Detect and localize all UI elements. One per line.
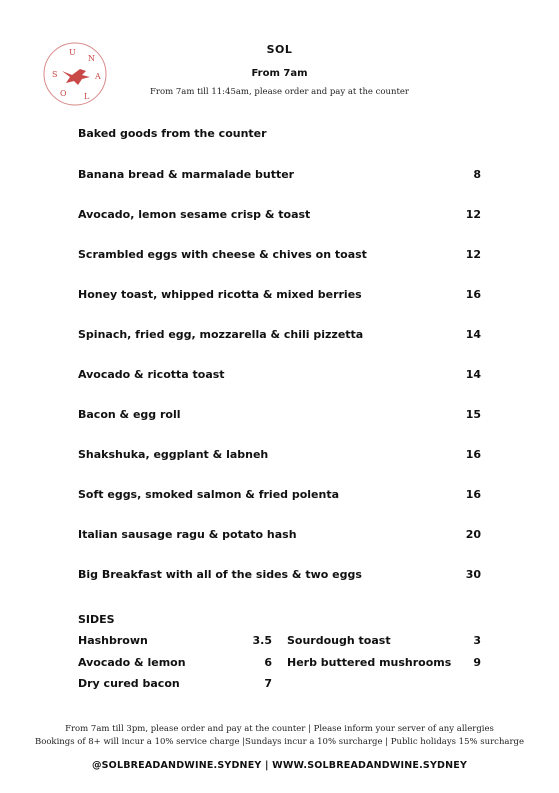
menu-item-name: Big Breakfast with all of the sides & two eggs (78, 568, 362, 581)
menu-item (78, 568, 481, 584)
side-item-price: 9 (473, 656, 481, 669)
logo-letter: N (88, 54, 95, 63)
menu-item-name: Shakshuka, eggplant & labneh (78, 448, 269, 461)
section-heading: Baked goods from the counter (78, 127, 267, 140)
menu-item-price: 20 (465, 528, 481, 541)
side-item (287, 656, 481, 672)
menu-item (78, 328, 481, 344)
menu-item-price: 16 (465, 448, 481, 461)
menu-item-price: 15 (465, 408, 481, 421)
side-item (287, 634, 481, 650)
menu-item-name: Banana bread & marmalade butter (78, 168, 295, 181)
page-subtitle: From 7am (251, 68, 308, 79)
footer-note: From 7am till 3pm, please order and pay at the counter | Please inform your server of any allergies (65, 724, 494, 734)
side-item-name: Dry cured bacon (78, 677, 180, 690)
logo-letter: U (69, 48, 76, 57)
social-links: @SOLBREADANDWINE.SYDNEY | WWW.SOLBREADANDWINE.SYDNEY (91, 760, 468, 771)
menu-item-name: Avocado & ricotta toast (78, 368, 225, 381)
side-item-name: Sourdough toast (287, 634, 391, 647)
side-item-price: 3 (473, 634, 481, 647)
logo-letter: L (84, 92, 90, 101)
menu-item (78, 528, 481, 544)
menu-item-name: Avocado, lemon sesame crisp & toast (78, 208, 311, 221)
side-item-name: Avocado & lemon (78, 656, 186, 669)
menu-item (78, 208, 481, 224)
menu-item-name: Spinach, fried egg, mozzarella & chili pizzetta (78, 328, 364, 341)
order-note: From 7am till 11:45am, please order and pay at the counter (150, 87, 409, 97)
logo-letter: S (52, 70, 58, 79)
menu-item-price: 30 (465, 568, 481, 581)
menu-item-price: 12 (465, 248, 481, 261)
side-item-price: 7 (264, 677, 272, 690)
menu-item-price: 8 (473, 168, 481, 181)
menu-item (78, 448, 481, 464)
menu-item-name: Soft eggs, smoked salmon & fried polenta (78, 488, 340, 501)
menu-item-name: Honey toast, whipped ricotta & mixed berries (78, 288, 362, 301)
sides-heading: SIDES (78, 613, 115, 626)
page-title: SOL (266, 43, 293, 56)
side-item (78, 656, 272, 672)
side-item (78, 634, 272, 650)
menu-item-name: Bacon & egg roll (78, 408, 181, 421)
menu-item (78, 368, 481, 384)
menu-item-price: 14 (465, 368, 481, 381)
side-item-price: 6 (264, 656, 272, 669)
menu-item-price: 14 (465, 328, 481, 341)
menu-item (78, 248, 481, 264)
side-item-name: Herb buttered mushrooms (287, 656, 452, 669)
menu-item (78, 408, 481, 424)
menu-item-price: 12 (465, 208, 481, 221)
footer-surcharge-note: Bookings of 8+ will incur a 10% service charge |Sundays incur a 10% surcharge | Public holidays 15% surcharge (34, 737, 525, 747)
menu-item-name: Italian sausage ragu & potato hash (78, 528, 297, 541)
side-item-name: Hashbrown (78, 634, 148, 647)
side-item-price: 3.5 (252, 634, 272, 647)
menu-item (78, 488, 481, 504)
menu-item-name: Scrambled eggs with cheese & chives on toast (78, 248, 367, 261)
menu-item-price: 16 (465, 488, 481, 501)
menu-item-price: 16 (465, 288, 481, 301)
menu-item (78, 168, 481, 184)
side-item (78, 677, 272, 693)
logo-letter: O (60, 89, 67, 98)
logo-letter: A (95, 72, 101, 81)
menu-item (78, 288, 481, 304)
